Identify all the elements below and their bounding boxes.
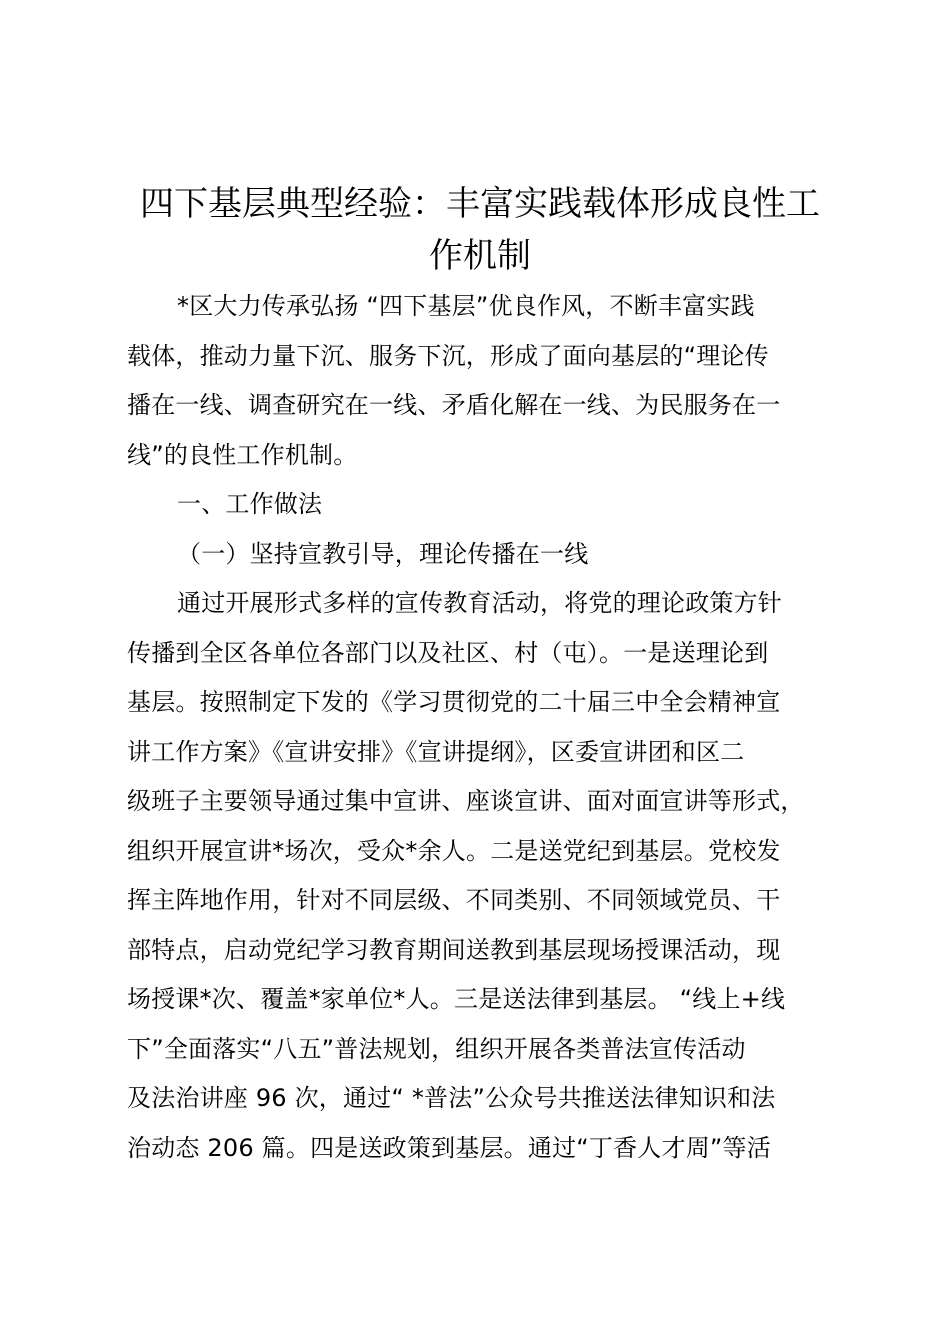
paragraph-body	[127, 579, 867, 1173]
text-line: 下”全面落实“八五”普法规划，组织开展各类普法宣传活动	[127, 1034, 746, 1063]
text-line: 及法治讲座 96 次，通过“ *普法”公众号共推送法律知识和法	[127, 1084, 776, 1112]
text-line: 级班子主要领导通过集中宣讲、座谈宣讲、面对面宣讲等形式，	[127, 787, 805, 815]
text-line: 部特点，启动党纪学习教育期间送教到基层现场授课活动，现	[127, 935, 781, 964]
text-line: 线”的良性工作机制。	[127, 440, 358, 469]
document-body	[127, 282, 867, 1173]
title-line: 四下基层典型经验：丰富实践载体形成良性工	[140, 184, 820, 224]
subsection-heading	[127, 530, 867, 580]
subsection-heading-text: （一）坚持宣教引导，理论传播在一线	[177, 539, 589, 568]
section-heading-text: 一、工作做法	[177, 490, 323, 518]
text-line: 播在一线、调查研究在一线、矛盾化解在一线、为民服务在一	[127, 391, 781, 419]
text-line: 组织开展宣讲*场次，受众*余人。二是送党纪到基层。党校发	[127, 836, 781, 865]
text-line: 治动态 206 篇。四是送政策到基层。通过“丁香人才周”等活	[127, 1133, 771, 1162]
document-title	[100, 178, 860, 282]
section-heading	[127, 480, 867, 530]
text-line: 传播到全区各单位各部门以及社区、村（屯）。一是送理论到	[127, 638, 769, 667]
text-line: *区大力传承弘扬 “四下基层”优良作风，不断丰富实践	[177, 292, 755, 320]
title-line: 作机制	[429, 236, 531, 276]
text-line: 基层。按照制定下发的《学习贯彻党的二十届三中全会精神宣	[127, 688, 781, 716]
text-line: 通过开展形式多样的宣传教育活动，将党的理论政策方针	[177, 589, 782, 617]
text-line: 讲工作方案》《宣讲安排》《宣讲提纲》，区委宣讲团和区二	[127, 737, 745, 766]
text-line: 挥主阵地作用，针对不同层级、不同类别、不同领域党员、干	[127, 886, 781, 914]
paragraph-intro	[127, 282, 867, 480]
text-line: 场授课*次、覆盖*家单位*人。三是送法律到基层。 “线上+线	[127, 985, 786, 1013]
text-line: 载体，推动力量下沉、服务下沉，形成了面向基层的“理论传	[127, 341, 769, 370]
